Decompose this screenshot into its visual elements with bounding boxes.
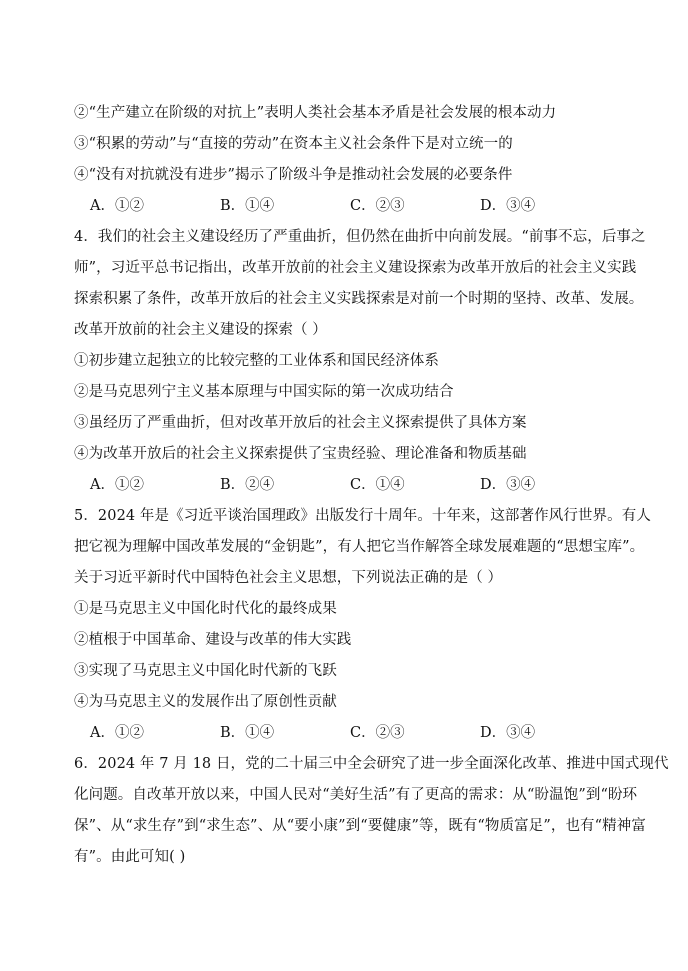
- q4-option-c: C．①④: [350, 477, 405, 493]
- q4-option-a: A．①②: [90, 477, 144, 493]
- q4-statement-1: ①初步建立起独立的比较完整的工业体系和国民经济体系: [74, 353, 439, 369]
- q4-statement-2: ②是马克思列宁主义基本原理与中国实际的第一次成功结合: [74, 384, 454, 400]
- q5-option-d: D．③④: [480, 725, 536, 741]
- question-6: [74, 749, 669, 873]
- q5-statement-3: ③实现了马克思主义中国化时代新的飞跃: [74, 663, 337, 679]
- q3-option-b: B．①④: [220, 198, 275, 214]
- question-3-tail: [74, 98, 648, 222]
- q5-stem-line-2: 把它视为理解中国改革发展的“金钥匙”，有人把它当作解答全球发展难题的“思想宝库”。: [74, 539, 645, 555]
- q5-statement-4: ④为马克思主义的发展作出了原创性贡献: [74, 694, 337, 710]
- q3-statement-4: ④“没有对抗就没有进步”揭示了阶级斗争是推动社会发展的必要条件: [74, 167, 513, 183]
- q5-options: [74, 718, 648, 749]
- q4-options: [74, 470, 648, 501]
- q5-option-b: B．①④: [220, 725, 275, 741]
- q3-options: [74, 191, 648, 222]
- q5-option-a: A．①②: [90, 725, 144, 741]
- q6-stem-line-4: 有”。由此可知( ): [74, 849, 186, 865]
- q3-option-c: C．②③: [350, 198, 405, 214]
- q6-stem-line-1: 6．2024 年 7 月 18 日，党的二十届三中全会研究了进一步全面深化改革、推进中国式现代: [74, 756, 669, 772]
- q4-stem-line-4: 改革开放前的社会主义建设的探索（ ）: [74, 322, 327, 338]
- q4-stem-line-3: 探索积累了条件，改革开放后的社会主义实践探索是对前一个时期的坚持、改革、发展。: [74, 291, 644, 307]
- q4-option-d: D．③④: [480, 477, 536, 493]
- q4-stem-line-2: 师”，习近平总书记指出，改革开放前的社会主义建设探索为改革开放后的社会主义实践: [74, 260, 637, 276]
- q5-option-c: C．②③: [350, 725, 405, 741]
- q4-statement-4: ④为改革开放后的社会主义探索提供了宝贵经验、理论准备和物质基础: [74, 446, 527, 462]
- q5-stem-line-3: 关于习近平新时代中国特色社会主义思想，下列说法正确的是（ ）: [74, 570, 503, 586]
- q5-statement-1: ①是马克思主义中国化时代化的最终成果: [74, 601, 337, 617]
- q4-option-b: B．②④: [220, 477, 275, 493]
- q4-stem-line-1: 4．我们的社会主义建设经历了严重曲折，但仍然在曲折中向前发展。“前事不忘，后事之: [74, 229, 646, 245]
- q5-statement-2: ②植根于中国革命、建设与改革的伟大实践: [74, 632, 352, 648]
- q6-stem-line-2: 化问题。自改革开放以来，中国人民对“美好生活”有了更高的需求：从“盼温饱”到“盼环: [74, 787, 638, 803]
- question-4: [74, 222, 648, 501]
- question-5: [74, 501, 651, 749]
- q3-option-a: A．①②: [90, 198, 144, 214]
- q6-stem-line-3: 保”、从“求生存”到“求生态”、从“要小康”到“要健康”等，既有“物质富足”，也有“精神富: [74, 818, 646, 834]
- q5-stem-line-1: 5．2024 年是《习近平谈治国理政》出版发行十周年。十年来，这部著作风行世界。有人: [74, 508, 651, 524]
- q3-statement-3: ③“积累的劳动”与“直接的劳动”在资本主义社会条件下是对立统一的: [74, 136, 513, 152]
- q3-option-d: D．③④: [480, 198, 536, 214]
- q3-statement-2: ②“生产建立在阶级的对抗上”表明人类社会基本矛盾是社会发展的根本动力: [74, 105, 557, 121]
- q4-statement-3: ③虽经历了严重曲折，但对改革开放后的社会主义探索提供了具体方案: [74, 415, 527, 431]
